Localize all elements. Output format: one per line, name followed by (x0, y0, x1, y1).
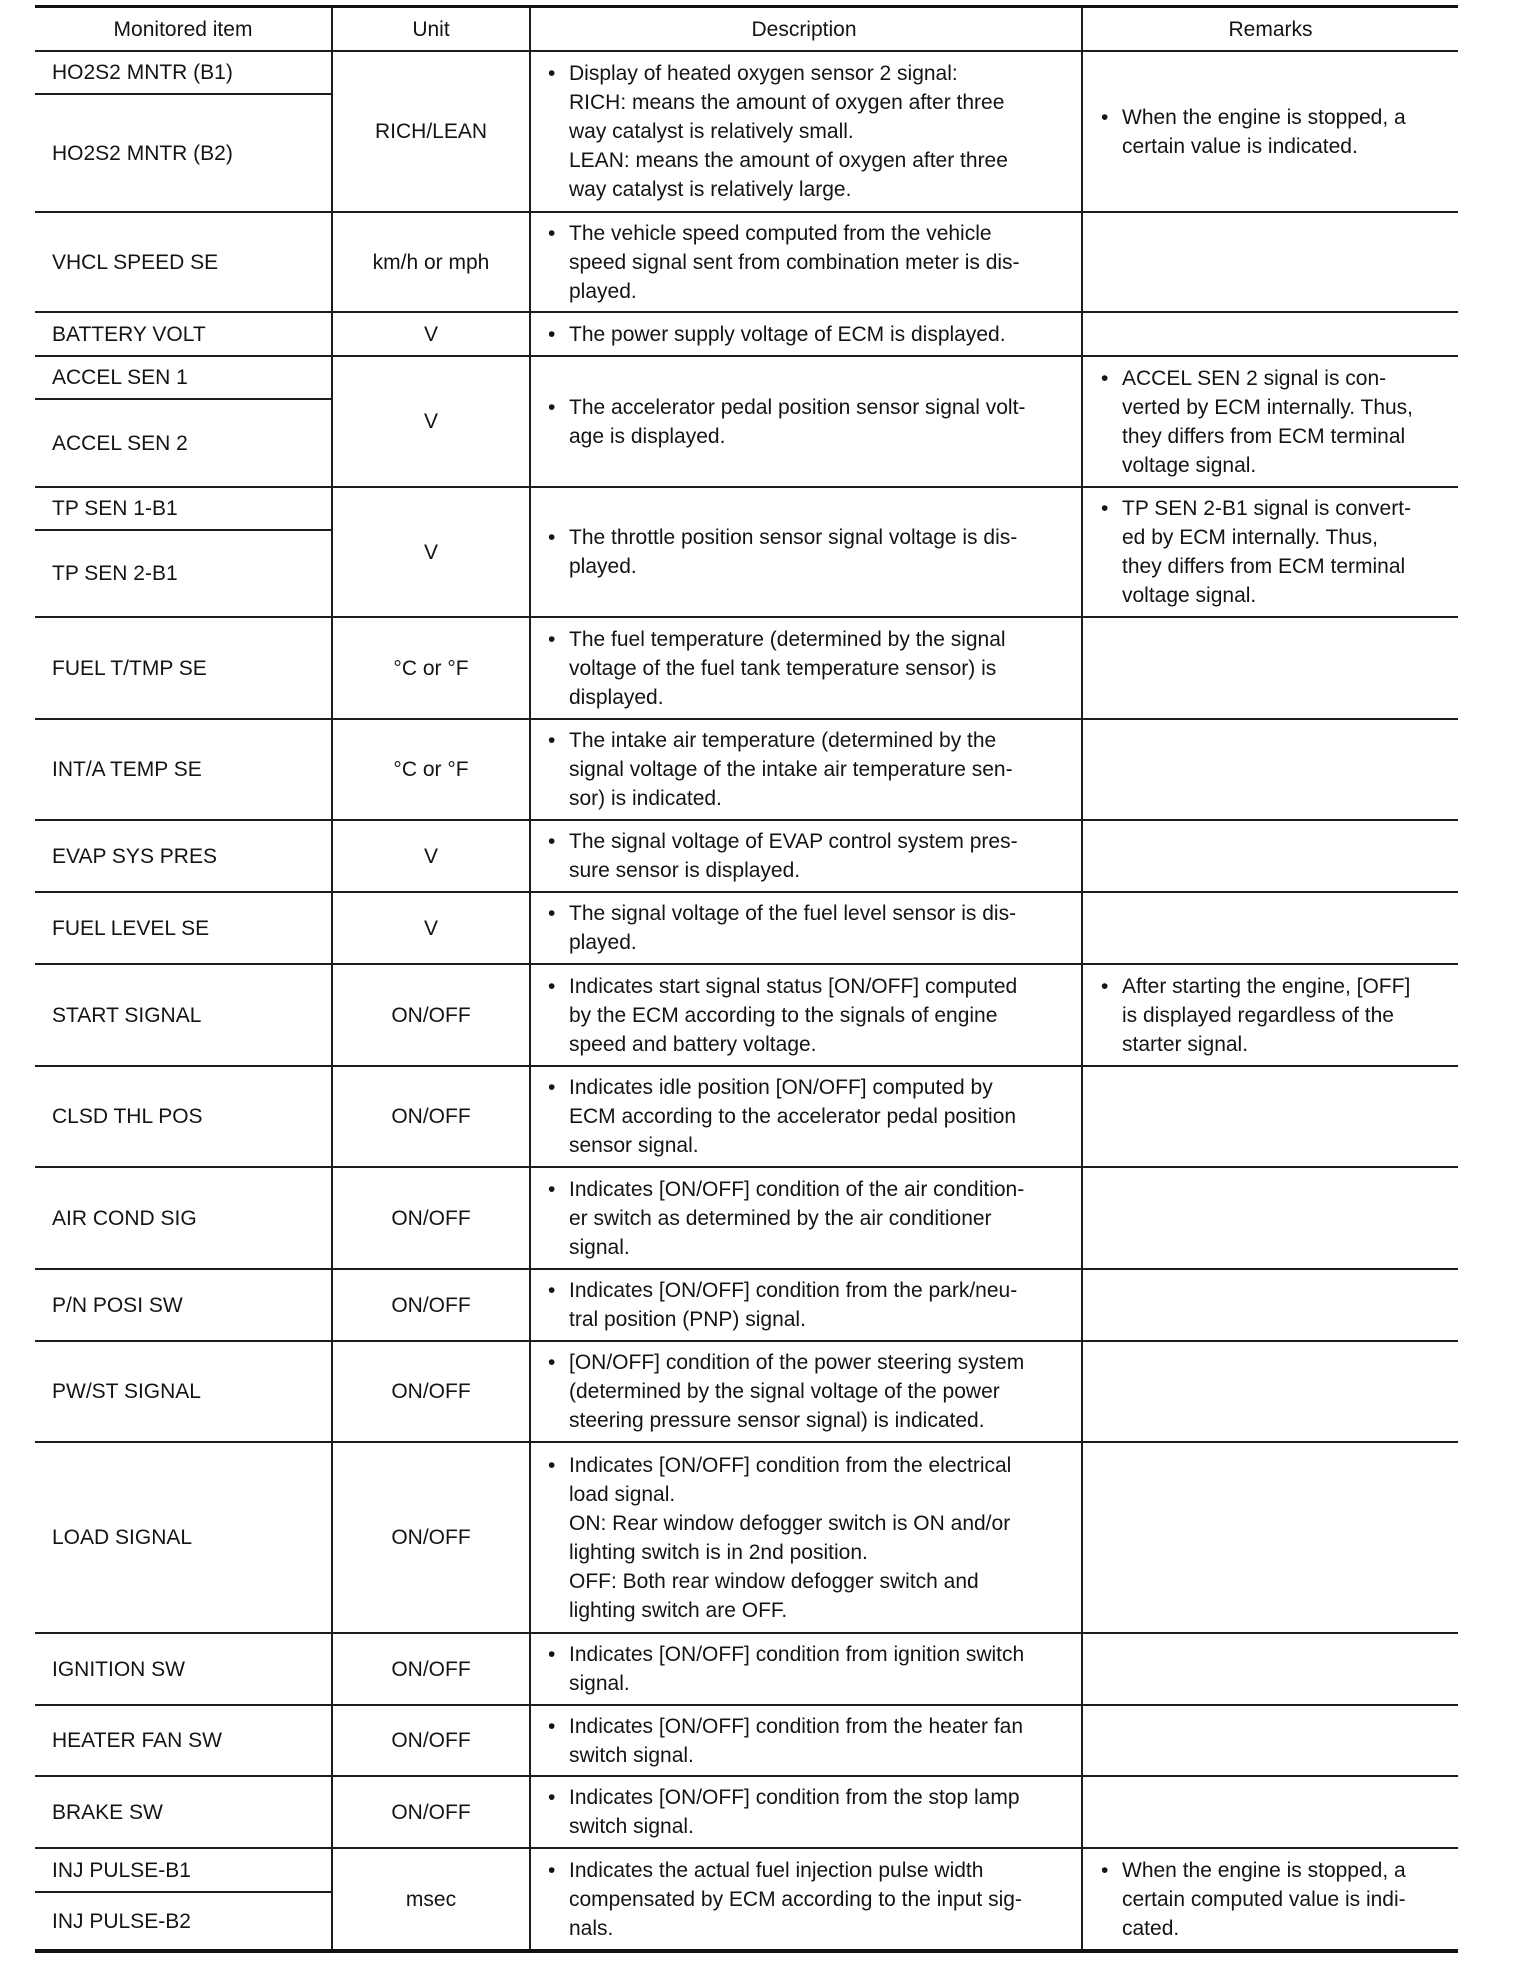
unit-cell: V (333, 313, 531, 357)
monitored-item-cell: HO2S2 MNTR (B1) (35, 52, 333, 95)
monitored-item-cell: HO2S2 MNTR (B2) (35, 95, 333, 213)
header-remarks: Remarks (1083, 8, 1458, 52)
monitored-item-cell: PW/ST SIGNAL (35, 1342, 333, 1443)
monitored-item-cell: ACCEL SEN 2 (35, 400, 333, 488)
unit-cell: ON/OFF (333, 1634, 531, 1706)
remarks-cell-empty (1083, 720, 1458, 821)
remarks-text: • When the engine is stopped, a certain value is indicated. (1101, 103, 1406, 161)
monitored-item-cell: LOAD SIGNAL (35, 1443, 333, 1634)
remarks-text: • When the engine is stopped, a certain computed value is indi- cated. (1101, 1856, 1406, 1943)
unit-cell: ON/OFF (333, 1270, 531, 1342)
description-cell (531, 52, 1083, 213)
description-text: • Indicates start signal status [ON/OFF] computed by the ECM according to the signals of engine speed and battery voltage. (548, 972, 1017, 1059)
unit-cell: km/h or mph (333, 213, 531, 313)
remarks-cell-empty (1083, 1443, 1458, 1634)
remarks-cell (1083, 1849, 1458, 1949)
unit-cell: RICH/LEAN (333, 52, 531, 213)
description-text: • Display of heated oxygen sensor 2 signal: RICH: means the amount of oxygen after three way catalyst is relatively small. LEAN: means the amount of oxygen after three way catalyst is relatively large. (548, 59, 1008, 204)
description-text: • Indicates [ON/OFF] condition from the electrical load signal. ON: Rear window defogger switch is ON and/or lighting switch is in 2nd position. OFF: Both rear window defogger switch and lighting switch are OFF. (548, 1451, 1011, 1625)
description-cell (531, 1443, 1083, 1634)
description-text: • The accelerator pedal position sensor signal volt- age is displayed. (548, 393, 1025, 451)
unit-cell: ON/OFF (333, 1342, 531, 1443)
monitored-item-cell: INJ PULSE-B1 (35, 1849, 333, 1893)
description-text: • The signal voltage of EVAP control system pres- sure sensor is displayed. (548, 827, 1018, 885)
remarks-cell-empty (1083, 1777, 1458, 1849)
description-cell (531, 1067, 1083, 1168)
unit-cell: °C or °F (333, 720, 531, 821)
monitored-item-cell: FUEL LEVEL SE (35, 893, 333, 965)
remarks-cell-empty (1083, 1168, 1458, 1270)
remarks-cell (1083, 965, 1458, 1067)
monitored-item-cell: FUEL T/TMP SE (35, 618, 333, 720)
remarks-cell-empty (1083, 821, 1458, 893)
monitored-item-cell: ACCEL SEN 1 (35, 357, 333, 400)
remarks-cell-empty (1083, 893, 1458, 965)
description-text: • The intake air temperature (determined by the signal voltage of the intake air temperature sen- sor) is indicated. (548, 726, 1013, 813)
description-text: • The throttle position sensor signal voltage is dis- played. (548, 523, 1017, 581)
remarks-cell-empty (1083, 1270, 1458, 1342)
monitored-item-cell: TP SEN 2-B1 (35, 531, 333, 618)
description-cell (531, 1342, 1083, 1443)
monitored-item-cell: CLSD THL POS (35, 1067, 333, 1168)
description-cell (531, 618, 1083, 720)
description-text: • Indicates [ON/OFF] condition from the heater fan switch signal. (548, 1712, 1023, 1770)
description-cell (531, 488, 1083, 618)
unit-cell: ON/OFF (333, 1706, 531, 1777)
remarks-cell (1083, 52, 1458, 213)
description-cell (531, 313, 1083, 357)
monitored-item-cell: P/N POSI SW (35, 1270, 333, 1342)
monitored-item-cell: INJ PULSE-B2 (35, 1893, 333, 1949)
description-cell (531, 1777, 1083, 1849)
remarks-cell-empty (1083, 1067, 1458, 1168)
description-cell (531, 213, 1083, 313)
description-cell (531, 1849, 1083, 1949)
remarks-cell-empty (1083, 1706, 1458, 1777)
description-cell (531, 1634, 1083, 1706)
unit-cell: V (333, 893, 531, 965)
unit-cell: ON/OFF (333, 1067, 531, 1168)
description-cell (531, 893, 1083, 965)
monitored-item-cell: TP SEN 1-B1 (35, 488, 333, 531)
description-text: • Indicates idle position [ON/OFF] computed by ECM according to the accelerator pedal position sensor signal. (548, 1073, 1016, 1160)
description-text: • Indicates [ON/OFF] condition from the stop lamp switch signal. (548, 1783, 1020, 1841)
unit-cell: ON/OFF (333, 1168, 531, 1270)
remarks-text: • After starting the engine, [OFF] is displayed regardless of the starter signal. (1101, 972, 1410, 1059)
description-cell (531, 965, 1083, 1067)
monitored-item-cell: START SIGNAL (35, 965, 333, 1067)
header-monitored-item: Monitored item (35, 8, 333, 52)
description-text: • Indicates [ON/OFF] condition from ignition switch signal. (548, 1640, 1024, 1698)
remarks-cell-empty (1083, 313, 1458, 357)
description-cell (531, 1706, 1083, 1777)
remarks-cell-empty (1083, 1342, 1458, 1443)
unit-cell: msec (333, 1849, 531, 1949)
remarks-text: • ACCEL SEN 2 signal is con- verted by ECM internally. Thus, they differs from ECM terminal voltage signal. (1101, 364, 1413, 480)
remarks-cell (1083, 357, 1458, 488)
unit-cell: V (333, 357, 531, 488)
description-cell (531, 1168, 1083, 1270)
unit-cell: V (333, 488, 531, 618)
unit-cell: °C or °F (333, 618, 531, 720)
header-unit: Unit (333, 8, 531, 52)
description-text: • [ON/OFF] condition of the power steering system (determined by the signal voltage of the power steering pressure sensor signal) is indicated. (548, 1348, 1024, 1435)
monitor-item-table (35, 5, 1458, 1953)
description-text: • The fuel temperature (determined by the signal voltage of the fuel tank temperature sensor) is displayed. (548, 625, 1006, 712)
monitored-item-cell: EVAP SYS PRES (35, 821, 333, 893)
unit-cell: ON/OFF (333, 1443, 531, 1634)
monitored-item-cell: VHCL SPEED SE (35, 213, 333, 313)
header-description: Description (531, 8, 1083, 52)
description-cell (531, 720, 1083, 821)
description-cell (531, 357, 1083, 488)
description-text: • Indicates [ON/OFF] condition from the park/neu- tral position (PNP) signal. (548, 1276, 1017, 1334)
remarks-cell (1083, 488, 1458, 618)
description-text: • The power supply voltage of ECM is displayed. (548, 320, 1006, 349)
monitored-item-cell: AIR COND SIG (35, 1168, 333, 1270)
description-cell (531, 1270, 1083, 1342)
monitored-item-cell: BRAKE SW (35, 1777, 333, 1849)
monitored-item-cell: INT/A TEMP SE (35, 720, 333, 821)
monitored-item-cell: HEATER FAN SW (35, 1706, 333, 1777)
unit-cell: ON/OFF (333, 965, 531, 1067)
remarks-cell-empty (1083, 618, 1458, 720)
remarks-cell-empty (1083, 213, 1458, 313)
description-text: • The vehicle speed computed from the vehicle speed signal sent from combination meter is dis- played. (548, 219, 1020, 306)
remarks-text: • TP SEN 2-B1 signal is convert- ed by ECM internally. Thus, they differs from ECM terminal voltage signal. (1101, 494, 1411, 610)
description-text: • Indicates the actual fuel injection pulse width compensated by ECM according to the input sig- nals. (548, 1856, 1022, 1943)
remarks-cell-empty (1083, 1634, 1458, 1706)
unit-cell: ON/OFF (333, 1777, 531, 1849)
monitored-item-cell: BATTERY VOLT (35, 313, 333, 357)
description-text: • The signal voltage of the fuel level sensor is dis- played. (548, 899, 1016, 957)
description-text: • Indicates [ON/OFF] condition of the air condition- er switch as determined by the air conditioner signal. (548, 1175, 1024, 1262)
unit-cell: V (333, 821, 531, 893)
monitored-item-cell: IGNITION SW (35, 1634, 333, 1706)
description-cell (531, 821, 1083, 893)
